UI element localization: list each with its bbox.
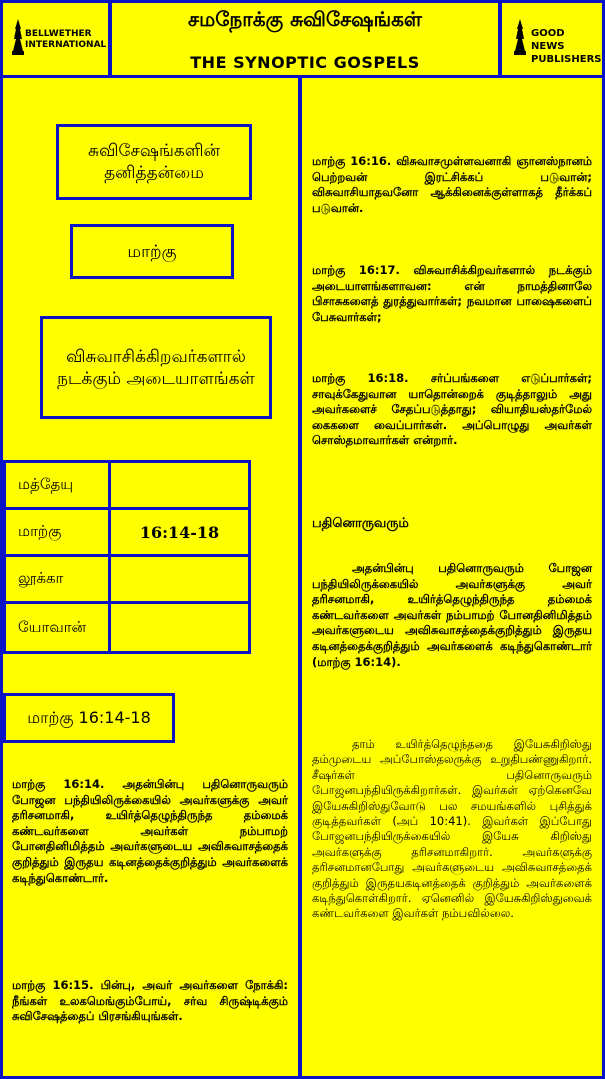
table-row-ref [108, 601, 251, 654]
good-news-logo-icon [513, 17, 527, 57]
title-english: THE SYNOPTIC GOSPELS [190, 53, 420, 72]
uniqueness-box [56, 124, 252, 200]
commentary-para-2: தாம் உயிர்த்தெழுந்ததை இயேசுகிறிஸ்து தம்முடைய அப்போஸ்தலருக்கு உறுதிபண்ணுகிறார். சீஷர்கள் பதினொருவரும் போஜனபந்தியிருக்கிறார்கள். இவர்கள் ஏற்கெனவே இயேசுகிறிஸ்துவோடு பல சமயங்களில் புசித்துக் குடித்தவர்கள் (அப் 10:41). இவர்கள் இப்போது போஜனபந்தியிருக்கையில் இயேசு கிறிஸ்து அவர்களுக்கு தரிசனமாகிறார். அவர்களுக்கு தரிசனமானபோது அவர்களுடைய அவிசுவாசத்தைக் குறித்தும் இருதயகடினத்தைக் குறித்தும் அவர்களைக் கடிந்துகொள்கிறார். ஏனெனில் இயேசுகிறிஸ்துவைக் கண்டவர்களை இவர்கள் நம்பவில்லை. [312, 737, 592, 921]
title-tamil: சமநோக்கு சுவிசேஷங்கள் [188, 7, 422, 31]
gospel-matthew: மத்தேயு [18, 475, 74, 493]
gospel-john: யோவான் [18, 617, 87, 636]
table-row-gospel [3, 601, 111, 654]
signs-box [40, 316, 272, 419]
left-logo-line1: BELLWETHER [25, 29, 92, 39]
table-row-ref [108, 460, 251, 510]
passage-title-box [3, 693, 175, 743]
verse-16-18: மாற்கு 16:18. சர்ப்பங்களை எடுப்பார்கள்; சாவுக்கேதுவான யாதொன்றைக் குடித்தாலும் அது அவர்களைச் சேதப்படுத்தாது; வியாதியஸ்தர்மேல் கைகளை வைப்பார்கள். அப்பொழுது அவர்கள் சொஸ்தமாவார்கள் என்றார். [312, 371, 592, 448]
verse-16-15: மாற்கு 16:15. பின்பு, அவர் அவர்களை நோக்கி: நீங்கள் உலகமெங்கும்போய், சர்வ சிருஷ்டிக்கும் சுவிசேஷத்தைப் பிரசங்கியுங்கள். [12, 978, 288, 1024]
uniqueness-label: சுவிசேஷங்களின் தனித்தன்மை [88, 141, 220, 183]
commentary-para-1: அதன்பின்பு பதினொருவரும் போஜன பந்தியிலிருக்கையில் அவர்களுக்கு அவர் தரிசனமாகி, உயிர்த்தெழுந்திருந்த தம்மைக் கண்டவர்களை அவர்கள் நம்பாமற் போனதினிமித்தம் அவர்களுடைய அவிசுவாசத்தைக்குறித்தும் இருதய கடினத்தைக்குறித்தும் அவர்களைக் கடிந்துகொண்டார் (மாற்கு 16:14). [312, 561, 592, 669]
signs-label: விசுவாசிக்கிறவர்களால் நடக்கும் அடையாளங்கள் [57, 346, 255, 389]
right-logo-line2: PUBLISHERS [531, 54, 602, 65]
table-row-gospel [3, 507, 111, 557]
ref-mark: 16:14-18 [139, 522, 220, 542]
bellwether-logo-icon [11, 17, 25, 57]
gospel-mark: மாற்கு [18, 522, 62, 540]
right-logo-text [531, 27, 601, 66]
table-row-gospel [3, 460, 111, 510]
gospel-luke: லூக்கா [18, 569, 64, 587]
gospel-name-box [70, 224, 234, 279]
gospel-name-label: மாற்கு [127, 241, 177, 262]
column-divider [298, 78, 302, 1079]
left-logo-text [25, 29, 107, 51]
header-right-logo-box [498, 0, 605, 78]
table-row-ref [108, 507, 251, 557]
section-heading: பதினொருவரும் [312, 516, 409, 531]
verse-16-14: மாற்கு 16:14. அதன்பின்பு பதினொருவரும் போஜன பந்தியிலிருக்கையில் அவர்களுக்கு அவர் தரிசனமாகி, உயிர்த்தெழுந்திருந்த தம்மைக் கண்டவர்களை அவர்கள் நம்பாமற் போனதினிமித்தம் அவர்களுடைய அவிசுவாசத்தைக் குறித்தும் இருதய கடினத்தைக்குறித்தும் அவர்களைக் கடிந்துகொண்டார். [12, 777, 288, 885]
right-logo-line1: GOOD NEWS [531, 28, 565, 52]
verse-16-16: மாற்கு 16:16. விசுவாசமுள்ளவனாகி ஞானஸ்நானம் பெற்றவன் இரட்சிக்கப் படுவான்; விசுவாசியாதவனோ ஆக்கினைக்குள்ளாகத் தீர்க்கப் படுவான். [312, 154, 592, 215]
left-logo-line2: INTERNATIONAL [25, 40, 107, 50]
passage-title: மாற்கு 16:14-18 [27, 708, 151, 727]
table-row-ref [108, 554, 251, 604]
verse-16-17: மாற்கு 16:17. விசுவாசிக்கிறவர்களால் நடக்கும் அடையாளங்களாவன: என் நாமத்தினாலே பிசாசுகளைத் துரத்துவார்கள்; நவமான பாஷைகளைப் பேசுவார்கள்; [312, 263, 592, 324]
table-row-gospel [3, 554, 111, 604]
header-left-logo-box [0, 0, 112, 78]
header-title-box [108, 0, 502, 78]
